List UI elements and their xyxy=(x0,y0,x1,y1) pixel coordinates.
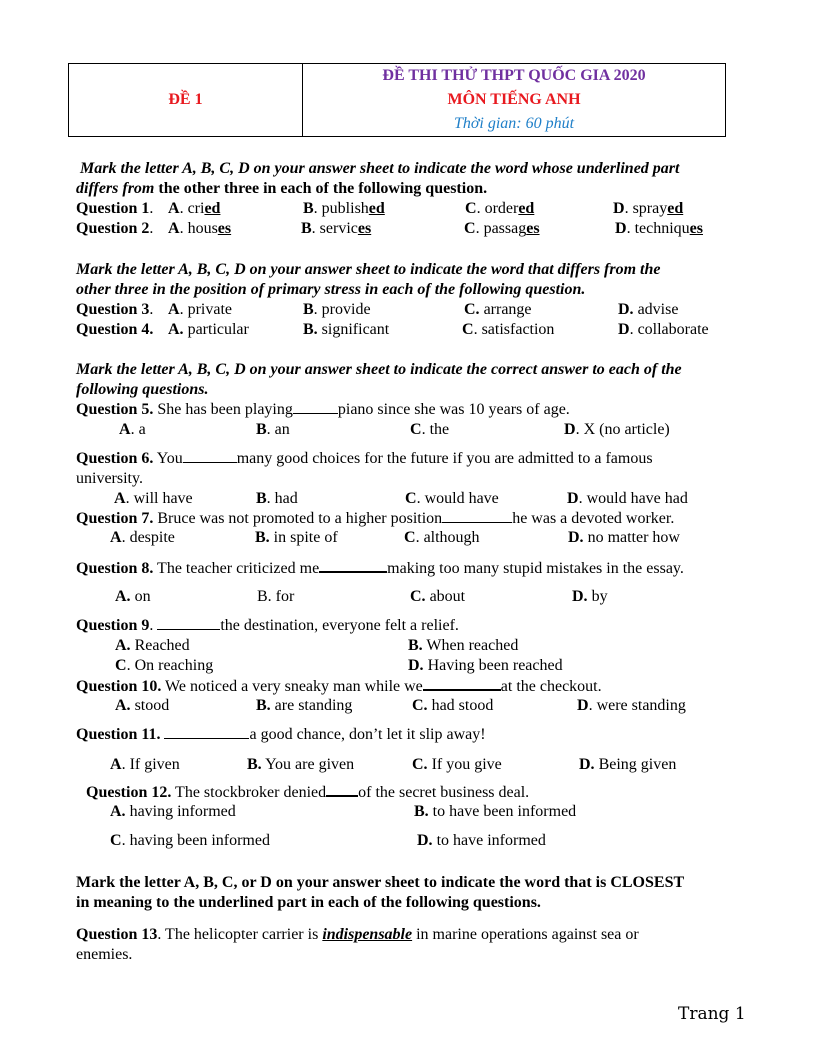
q10-option-b[interactable]: B. are standing xyxy=(256,697,353,714)
question-3: Question 3. xyxy=(76,301,154,318)
answer-blank xyxy=(326,782,358,797)
q9-option-c[interactable]: C. On reaching xyxy=(115,657,214,674)
q11-option-c[interactable]: C. If you give xyxy=(412,756,502,773)
q1-option-b[interactable]: B. published xyxy=(303,200,385,217)
q11-option-b[interactable]: B. You are given xyxy=(247,756,355,773)
exam-title-cell xyxy=(303,64,726,137)
q12-option-b[interactable]: B. to have been informed xyxy=(414,803,577,820)
question-13-cont: enemies. xyxy=(76,946,133,963)
q4-option-c[interactable]: C. satisfaction xyxy=(462,321,555,338)
q5-option-b[interactable]: B. an xyxy=(256,421,290,438)
q8-option-a[interactable]: A. on xyxy=(115,588,151,605)
answer-blank xyxy=(157,616,220,630)
q4-option-b[interactable]: B. significant xyxy=(303,321,390,338)
exam-title: ĐỀ THI THỬ THPT QUỐC GIA 2020 xyxy=(382,67,646,84)
q5-option-a[interactable]: A. a xyxy=(119,421,146,438)
question-11: Question 11. a good chance, don’t let it slip away! xyxy=(76,726,486,743)
page-number: Trang 1 xyxy=(678,1004,746,1024)
q1-option-c[interactable]: C. ordered xyxy=(465,200,535,217)
section2-instruction: Mark the letter A, B, C, D on your answer sheet to indicate the word that differs from the xyxy=(76,261,661,278)
q10-option-c[interactable]: C. had stood xyxy=(412,697,494,714)
q5-option-c[interactable]: C. the xyxy=(410,421,450,438)
q2-option-a[interactable]: A. houses xyxy=(168,220,232,237)
q7-option-b[interactable]: B. in spite of xyxy=(255,529,338,546)
q8-option-b[interactable]: B. for xyxy=(257,588,295,605)
q11-option-a[interactable]: A. If given xyxy=(110,756,180,773)
q3-option-d[interactable]: D. advise xyxy=(618,301,679,318)
answer-blank xyxy=(423,676,501,691)
q7-option-d[interactable]: D. no matter how xyxy=(568,529,680,546)
q8-option-d[interactable]: D. by xyxy=(572,588,608,605)
q10-option-a[interactable]: A. stood xyxy=(115,697,170,714)
question-1: Question 1. xyxy=(76,200,154,217)
exam-time: Thời gian: 60 phút xyxy=(453,115,575,132)
q6-option-a[interactable]: A. will have xyxy=(114,490,193,507)
question-13: Question 13. The helicopter carrier is indispensable in marine operations against sea or xyxy=(76,926,639,943)
q2-option-c[interactable]: C. passages xyxy=(464,220,540,237)
q12-option-a[interactable]: A. having informed xyxy=(110,803,236,820)
q12-option-d[interactable]: D. to have informed xyxy=(417,832,546,849)
answer-blank xyxy=(164,725,249,739)
question-2: Question 2. xyxy=(76,220,154,237)
q9-option-a[interactable]: A. Reached xyxy=(115,637,190,654)
q3-option-b[interactable]: B. provide xyxy=(303,301,371,318)
section3-instruction-cont: following questions. xyxy=(76,381,209,398)
question-9: Question 9. the destination, everyone felt a relief. xyxy=(76,617,459,634)
exam-header-table xyxy=(68,63,726,137)
question-4: Question 4. xyxy=(76,321,154,338)
q8-option-c[interactable]: C. about xyxy=(410,588,466,605)
q2-option-d[interactable]: D. techniques xyxy=(615,220,703,237)
answer-blank xyxy=(293,400,338,414)
q3-option-a[interactable]: A. private xyxy=(168,301,232,318)
question-6: Question 6. You many good choices for the future if you are admitted to a famous xyxy=(76,450,653,467)
section4-instruction: Mark the letter A, B, C, or D on your answer sheet to indicate the word that is CLOSEST xyxy=(76,874,685,891)
question-12: Question 12. The stockbroker denied of the secret business deal. xyxy=(86,784,530,801)
q9-option-d[interactable]: D. Having been reached xyxy=(408,657,563,674)
q11-option-d[interactable]: D. Being given xyxy=(579,756,677,773)
q6-option-c[interactable]: C. would have xyxy=(405,490,499,507)
answer-blank xyxy=(183,449,237,463)
section1-instruction-cont: differs from the other three in each of the following question. xyxy=(76,180,488,197)
question-10: Question 10. We noticed a very sneaky man while we at the checkout. xyxy=(76,678,602,695)
question-7: Question 7. Bruce was not promoted to a higher position he was a devoted worker. xyxy=(76,510,675,527)
exam-code: ĐỀ 1 xyxy=(69,64,303,137)
q1-option-d[interactable]: D. sprayed xyxy=(613,200,684,217)
q12-option-c[interactable]: C. having been informed xyxy=(110,832,270,849)
subject-title: MÔN TIẾNG ANH xyxy=(447,91,581,108)
q7-option-a[interactable]: A. despite xyxy=(110,529,175,546)
section1-instruction: Mark the letter A, B, C, D on your answer sheet to indicate the word whose underlined part xyxy=(80,160,680,177)
section4-instruction-cont: in meaning to the underlined part in each of the following questions. xyxy=(76,894,541,911)
q4-option-a[interactable]: A. particular xyxy=(168,321,249,338)
q6-option-b[interactable]: B. had xyxy=(256,490,298,507)
question-6-cont: university. xyxy=(76,470,143,487)
q7-option-c[interactable]: C. although xyxy=(404,529,480,546)
q1-option-a[interactable]: A. cried xyxy=(168,200,221,217)
q5-option-d[interactable]: D. X (no article) xyxy=(564,421,670,438)
section3-instruction: Mark the letter A, B, C, D on your answer sheet to indicate the correct answer to each of the xyxy=(76,361,682,378)
q3-option-c[interactable]: C. arrange xyxy=(464,301,532,318)
question-5: Question 5. She has been playing piano since she was 10 years of age. xyxy=(76,401,570,418)
question-8: Question 8. The teacher criticized me making too many stupid mistakes in the essay. xyxy=(76,560,684,577)
section2-instruction-cont: other three in the position of primary stress in each of the following question. xyxy=(76,281,586,298)
q10-option-d[interactable]: D. were standing xyxy=(577,697,686,714)
q2-option-b[interactable]: B. services xyxy=(301,220,372,237)
answer-blank xyxy=(442,509,512,523)
answer-blank xyxy=(319,558,387,573)
q9-option-b[interactable]: B. When reached xyxy=(408,637,519,654)
underlined-keyword: indispensable xyxy=(322,926,413,943)
q6-option-d[interactable]: D. would have had xyxy=(567,490,688,507)
q4-option-d[interactable]: D. collaborate xyxy=(618,321,709,338)
